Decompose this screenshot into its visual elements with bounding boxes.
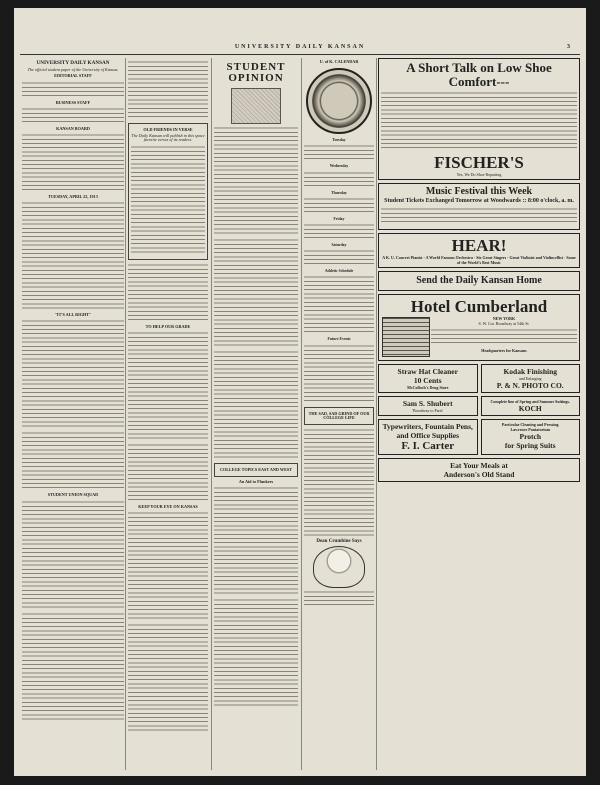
pantatorium-name: Lawrence Pantatorium <box>510 427 551 432</box>
editorial-text-4 <box>22 500 124 610</box>
kodak-sub: and Enlarging <box>519 376 542 381</box>
sad-grind-box <box>304 407 374 425</box>
verse-text <box>131 145 205 255</box>
column-verse <box>128 58 208 768</box>
carter-name: F. I. Carter <box>401 440 455 452</box>
hotel-name: Hotel Cumberland <box>410 297 548 316</box>
column-text <box>128 443 208 503</box>
sad-grind-heading: THE SAD, SAD GRIND OF OUR COLLEGE LIFE <box>308 410 370 420</box>
calendar-day: Thursday <box>331 190 347 195</box>
fischer-tagline: Yes, We Do Shoe Repairing <box>456 172 502 177</box>
editorial-text-2 <box>22 319 124 429</box>
keep-eye-heading: KEEP YOUR EYE ON KANSAS <box>138 503 198 509</box>
business-staff-list <box>22 107 124 125</box>
music-line: Student Tickets Exchanged Tomorrow at Woodwards :: 8:00 o'clock, a. m. <box>384 198 574 204</box>
editorial-text-1 <box>22 201 124 311</box>
music-text <box>381 207 577 225</box>
ads-row <box>378 419 580 458</box>
hear-lines: A K. U. Concert Pianist · A World Famous Orchestra · Six Great Singers · Great Violinist and Violincellist · Some of the World's Best Music <box>382 255 576 265</box>
student-opinion-heading: STUDENT OPINION <box>226 61 286 84</box>
calendar-day: Tuesday <box>332 138 346 143</box>
opinion-cartoon-image <box>231 88 281 124</box>
ads-row <box>378 364 580 396</box>
hotel-address: S. W. Cor. Broadway at 54th St. <box>478 321 530 326</box>
column-rule <box>376 58 377 770</box>
column-text <box>128 60 208 120</box>
shubert-ad <box>378 396 478 416</box>
calendar-heading: U. of K. CALENDAR <box>319 59 359 64</box>
university-seal-image <box>306 68 372 134</box>
koch-text: Complete line of Spring and Summer Suitings. <box>490 399 570 404</box>
college-topics-text-2 <box>214 598 298 708</box>
hear-title: HEAR! <box>451 236 507 255</box>
future-events-heading: Future Events <box>327 337 351 342</box>
ads-row <box>378 396 580 419</box>
opinion-text-2 <box>214 238 298 348</box>
verse-subhead: The Daily Kansan will publish in this space favorite verses of its readers. <box>131 133 205 143</box>
shubert-title: Sam S. Shubert <box>402 399 453 408</box>
dean-caption <box>304 590 374 608</box>
kodak-title: Kodak Finishing <box>503 367 558 376</box>
shubert-sub: 'Broadway to Paris' <box>412 408 444 413</box>
masthead <box>14 44 586 50</box>
college-topics-heading: COLLEGE TOPICS EAST AND WEST <box>219 467 293 472</box>
calendar-day: Wednesday <box>329 164 349 169</box>
college-topics-subhead: An Aid to Flunkers <box>238 479 274 485</box>
grade-text <box>128 331 208 441</box>
eat-text: Eat Your Meals at <box>450 461 508 470</box>
paper-name: UNIVERSITY DAILY KANSAN <box>36 60 110 66</box>
shoe-ad <box>378 58 580 180</box>
carter-ad <box>378 419 478 455</box>
cleaning-text: Particular Cleaning and Pressing <box>501 422 559 427</box>
column-opinion <box>214 58 298 768</box>
college-topics-box <box>214 463 298 477</box>
koch-ad <box>481 396 581 416</box>
grade-heading: TO HELP OUR GRADE <box>145 323 191 329</box>
music-title: Music Festival this Week <box>425 186 533 197</box>
paper-subhead: The official student paper of the University of Kansas. <box>27 67 119 73</box>
editorial-heading-3: STUDENT UNION SQUAD <box>47 492 99 498</box>
editorial-heading-2: "IT'S ALL RIGHT" <box>54 312 92 318</box>
athletic-entries <box>304 275 374 335</box>
verse-box <box>128 123 208 260</box>
masthead-rule <box>20 54 580 55</box>
calendar-day: Friday <box>333 216 345 221</box>
column-ads <box>378 58 580 770</box>
newspaper-page <box>14 8 586 776</box>
editorial-staff-heading: EDITORIAL STAFF <box>54 73 92 79</box>
shoe-ad-text <box>381 91 577 151</box>
calendar-entries <box>304 197 374 215</box>
calendar-entries <box>304 249 374 267</box>
hotel-tagline: Headquarters for Kansans <box>481 348 527 353</box>
college-topics-text <box>214 486 298 596</box>
dean-label: Dean Crumbine Says <box>316 539 362 545</box>
hotel-city: NEW YORK <box>492 316 516 321</box>
hotel-ad <box>378 294 580 361</box>
column-text <box>128 263 208 323</box>
opinion-text-3 <box>214 350 298 460</box>
straw-price: 10 Cents <box>413 376 442 385</box>
humor-text <box>304 428 374 538</box>
straw-hat-ad <box>378 364 478 393</box>
board-and-notices <box>22 133 124 193</box>
send-home-text: Send the Daily Kansan Home <box>416 275 542 286</box>
editorial-text-3 <box>22 431 124 491</box>
calendar-day: Saturday <box>331 243 347 248</box>
column-calendar <box>304 58 374 768</box>
typewriters-text: Typewriters, Fountain Pens, and Office Supplies <box>382 422 473 440</box>
anderson-ad <box>378 458 580 482</box>
straw-title: Straw Hat Cleaner <box>397 367 458 376</box>
koch-name: KOCH <box>518 404 542 413</box>
dateline: TUESDAY, APRIL 22, 1913 <box>48 194 98 200</box>
protch-sub: for Spring Suits <box>504 441 556 450</box>
business-staff-heading: BUSINESS STAFF <box>55 99 91 105</box>
straw-shop: McColloch's Drug Store <box>407 385 449 390</box>
keep-eye-text <box>128 511 208 621</box>
dean-crumbine-cartoon-image <box>313 546 365 588</box>
column-rule <box>211 58 212 770</box>
verse-heading: OLD FRIENDS IN VERSE <box>143 127 193 132</box>
shoe-ad-title: A Short Talk on Low Shoe Comfort--- <box>406 60 552 89</box>
staff-list <box>22 81 124 99</box>
page-number: 3 <box>567 44 572 50</box>
calendar-entries <box>304 171 374 189</box>
music-festival-ad <box>378 183 580 230</box>
calendar-entries <box>304 223 374 241</box>
calendar-entries <box>304 144 374 162</box>
cleaning-ad <box>481 419 581 455</box>
kansan-board-heading: KANSAN BOARD <box>56 125 90 131</box>
column-text <box>128 623 208 733</box>
kodak-ad <box>481 364 581 393</box>
athletic-heading: Athletic Schedule <box>324 269 354 274</box>
opinion-text-1 <box>214 126 298 236</box>
fischer-name: FISCHER'S <box>434 153 524 172</box>
column-editorial <box>22 58 124 768</box>
hear-ad <box>378 233 580 268</box>
column-rule <box>301 58 302 770</box>
send-home-ad <box>378 271 580 291</box>
kodak-shop: P. & N. PHOTO CO. <box>496 381 564 390</box>
protch-name: Protch <box>519 432 542 441</box>
anderson-name: Anderson's Old Stand <box>443 470 515 479</box>
column-rule <box>125 58 126 770</box>
masthead-title: UNIVERSITY DAILY KANSAN <box>234 44 366 50</box>
editorial-text-5 <box>22 612 124 722</box>
hotel-building-image <box>382 317 430 357</box>
hotel-text <box>431 328 577 346</box>
future-events-entries <box>304 344 374 404</box>
